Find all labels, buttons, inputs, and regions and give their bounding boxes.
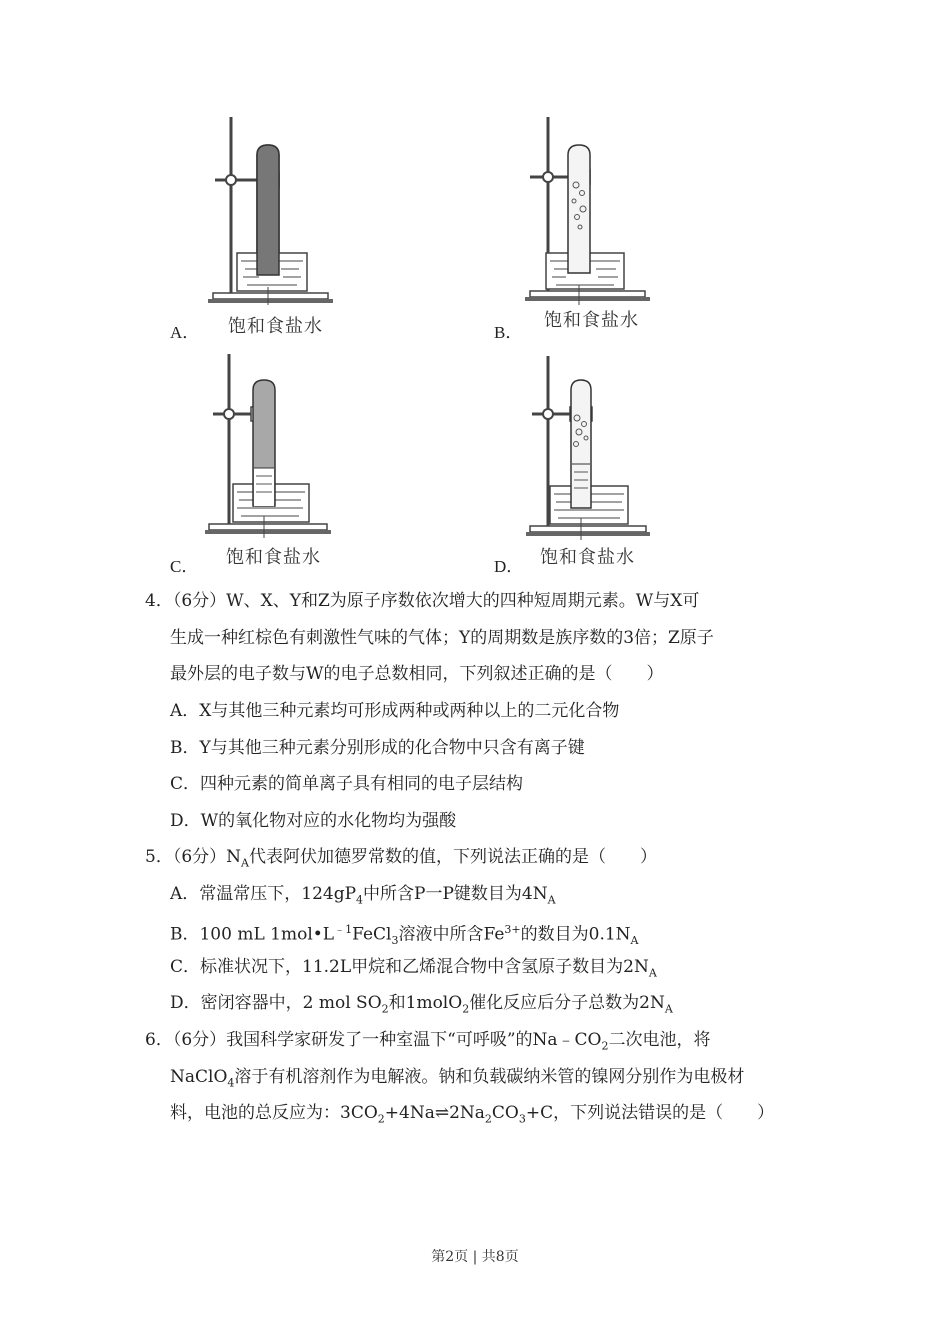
q6-line2-sub: 4 <box>227 1076 235 1090</box>
apparatus-figure-c <box>203 350 333 540</box>
q5d-text-2: 和1molO <box>388 993 463 1013</box>
figure-d-caption: 饱和食盐水 <box>540 547 635 568</box>
q6-line3-sub2: 2 <box>484 1112 492 1126</box>
q5c-sub-1: A <box>648 966 657 980</box>
question-5-stem-sub: A <box>241 856 249 870</box>
question-4-stem-line2: 生成一种红棕色有刺激性气味的气体；Y的周期数是族序数的3倍；Z原子 <box>170 628 714 648</box>
apparatus-figure-a <box>205 115 335 305</box>
figure-b-letter: B． <box>494 323 523 342</box>
q6-line2-a: NaClO <box>170 1067 228 1087</box>
q5b-text-1: B．100 mL 1mol•L <box>170 924 335 945</box>
q6-line3-a: 料，电池的总反应为：3CO <box>170 1103 378 1123</box>
q5b-sub-2: A <box>630 934 639 948</box>
question-5-option-a <box>170 882 556 912</box>
q5b-sup-2: 3+ <box>504 923 521 936</box>
q5b-text-3: 溶液中所含Fe <box>398 924 505 945</box>
q5b-sub-1: 3 <box>391 934 399 948</box>
q6-line1-b: 二次电池，将 <box>608 1030 711 1050</box>
question-6-line2 <box>170 1065 744 1095</box>
question-5-stem-a: （6分）N <box>172 847 242 867</box>
question-5-option-b <box>170 918 639 953</box>
question-4-number: 4． <box>145 591 173 611</box>
q5c-text-1: C．标准状况下，11.2L甲烷和乙烯混合物中含氢原子数目为2N <box>170 957 649 977</box>
question-4 <box>145 589 699 613</box>
q5b-text-4: 的数目为0.1N <box>520 924 631 945</box>
apparatus-figure-b <box>522 115 652 305</box>
q5a-sub-1: 4 <box>356 893 364 907</box>
q5a-sub-2: A <box>547 893 556 907</box>
question-4-option-c: C．四种元素的简单离子具有相同的电子层结构 <box>170 774 524 794</box>
q5d-sub-2: 2 <box>462 1002 470 1016</box>
figure-a-caption: 饱和食盐水 <box>228 316 323 337</box>
q5a-text-1: A．常温常压下，124gP <box>170 884 357 904</box>
question-4-option-d: D．W的氧化物对应的水化物均为强酸 <box>170 811 457 831</box>
question-5-option-d <box>170 991 673 1021</box>
q5d-text-1: D．密闭容器中，2 mol SO <box>170 993 382 1013</box>
page-footer: 第2页 | 共8页 <box>431 1249 519 1265</box>
q6-line1-sub: 2 <box>601 1039 609 1053</box>
question-4-stem-line3: 最外层的电子数与W的电子总数相同，下列叙述正确的是（ ） <box>170 664 664 684</box>
q5b-sup-1: ﹣1 <box>334 923 353 936</box>
question-6-line3 <box>170 1101 774 1131</box>
question-4-option-a: A．X与其他三种元素均可形成两种或两种以上的二元化合物 <box>170 701 620 721</box>
q6-line3-sub1: 2 <box>377 1112 385 1126</box>
question-4-stem-line1: （6分）W、X、Y和Z为原子序数依次增大的四种短周期元素。W与X可 <box>172 591 700 611</box>
q6-line1-a: （6分）我国科学家研发了一种室温下“可呼吸”的Na﹣CO <box>172 1030 602 1050</box>
q6-line2-b: 溶于有机溶剂作为电解液。钠和负载碳纳米管的镍网分别作为电极材 <box>234 1067 745 1087</box>
figure-b-caption: 饱和食盐水 <box>544 310 639 331</box>
question-5-stem-b: 代表阿伏加德罗常数的值，下列说法正确的是（ ） <box>248 847 657 867</box>
q5a-text-2: 中所含P一P键数目为4N <box>363 884 548 904</box>
q6-line3-c: CO <box>491 1103 519 1123</box>
q6-line3-b: +4Na⇌2Na <box>384 1103 485 1123</box>
q6-line3-sub3: 3 <box>518 1112 526 1126</box>
question-6 <box>145 1028 710 1058</box>
apparatus-figure-d <box>524 352 654 542</box>
question-5 <box>145 845 657 875</box>
q5d-text-3: 催化反应后分子总数为2N <box>469 993 665 1013</box>
figure-c-letter: C． <box>170 557 199 576</box>
figure-c-caption: 饱和食盐水 <box>226 547 321 568</box>
q5b-text-2: FeCl <box>352 924 392 945</box>
question-6-number: 6． <box>145 1030 173 1050</box>
q5d-sub-1: 2 <box>381 1002 389 1016</box>
question-5-option-c <box>170 955 657 985</box>
q6-line3-d: +C，下列说法错误的是（ ） <box>525 1103 775 1123</box>
question-4-option-b: B．Y与其他三种元素分别形成的化合物中只含有离子键 <box>170 738 585 758</box>
q5d-sub-3: A <box>664 1002 673 1016</box>
question-5-number: 5． <box>145 847 173 867</box>
figure-a-letter: A． <box>170 323 200 342</box>
figure-d-letter: D． <box>494 557 524 576</box>
